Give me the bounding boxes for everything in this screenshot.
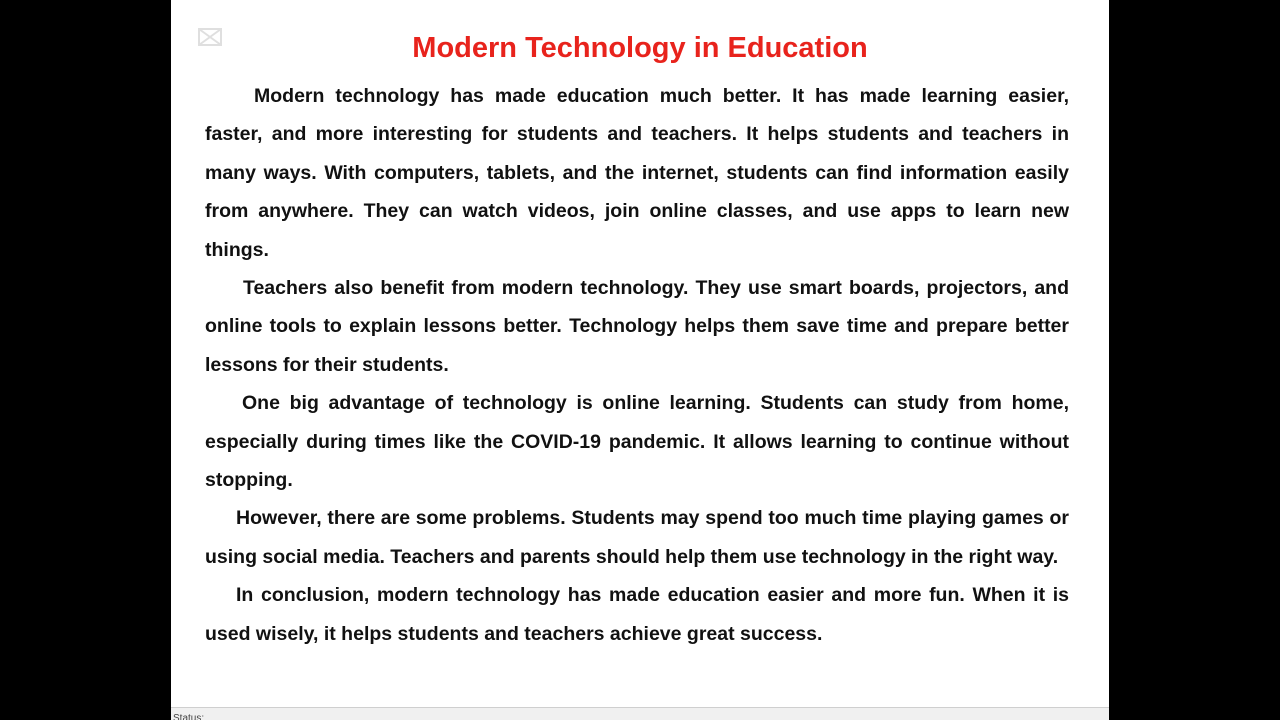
document-page [171,0,1109,707]
paragraph-1: Modern technology has made education much better. It has made learning easier, faster, and more interesting for students and teachers. It helps students and teachers in many ways. With computers, tablets, and the internet, students can find information easily from anywhere. They can watch videos, join online classes, and use apps to learn new things. [205,85,1069,261]
paragraph-3: One big advantage of technology is online learning. Students can study from home, especially during times like the COVID-19 pandemic. It allows learning to continue without stopping. [205,392,1069,492]
page-title: Modern Technology in Education [412,32,868,64]
paragraph-4: However, there are some problems. Students may spend too much time playing games or using social media. Teachers and parents should help them use technology in the right way. [205,507,1069,568]
status-bar [171,707,1109,720]
paragraph-5: In conclusion, modern technology has made education easier and more fun. When it is used wisely, it helps students and teachers achieve great success. [205,584,1069,645]
status-text: Status: [173,713,205,720]
paragraph-2: Teachers also benefit from modern technology. They use smart boards, projectors, and online tools to explain lessons better. Technology helps them save time and prepare better lessons for their students. [205,277,1069,376]
document-body [205,77,1069,653]
